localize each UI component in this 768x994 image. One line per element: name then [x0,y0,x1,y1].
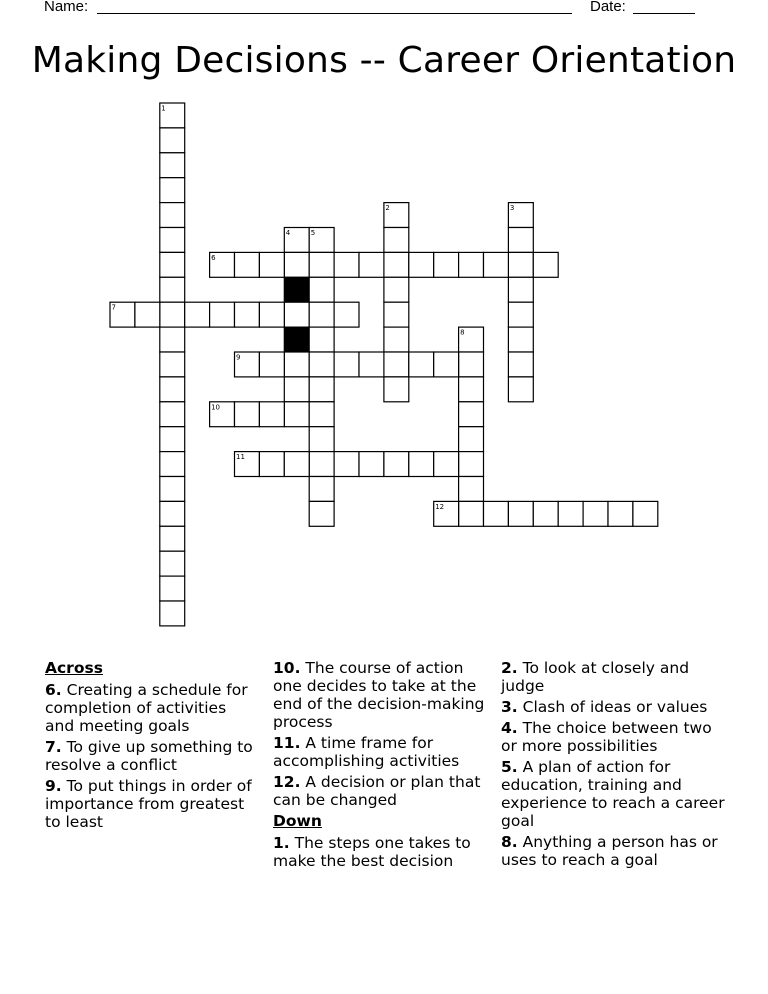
grid-cell[interactable] [359,352,384,377]
grid-cell[interactable] [160,178,185,203]
grid-cell[interactable] [160,501,185,526]
grid-cell[interactable] [284,252,309,277]
grid-cell[interactable] [459,452,484,477]
clue-down-8 [501,833,726,869]
grid-cell[interactable] [384,327,409,352]
across-heading: Across [45,659,103,677]
grid-cell[interactable] [508,352,533,377]
grid-cell[interactable] [160,252,185,277]
grid-cell[interactable] [235,302,260,327]
clue-text: Creating a schedule for completion of activities and meeting goals [45,681,248,735]
clue-column-3 [501,659,726,872]
grid-cell[interactable] [160,327,185,352]
clue-number: 5. [501,758,518,776]
grid-cell[interactable] [259,252,284,277]
clue-number: 4. [501,719,518,737]
grid-cell[interactable] [160,526,185,551]
clue-number: 3. [501,698,518,716]
grid-cell[interactable] [309,327,334,352]
grid-cell[interactable] [160,302,185,327]
clue-number: 10. [273,659,301,677]
grid-cell[interactable] [284,377,309,402]
clue-column-1 [45,659,260,834]
clue-text: The course of action one decides to take at the end of the decision-making process [273,659,485,731]
grid-cell[interactable] [259,302,284,327]
down-heading: Down [273,812,322,830]
grid-cell[interactable] [235,252,260,277]
clue-number: 7. [45,738,62,756]
clue-number: 2. [501,659,518,677]
clue-across-10 [273,659,495,731]
grid-cell[interactable] [284,402,309,427]
grid-cell[interactable] [384,252,409,277]
clue-number: 9. [45,777,62,795]
clue-down-2 [501,659,726,695]
grid-cell[interactable] [309,277,334,302]
grid-cell[interactable] [160,427,185,452]
grid-cell[interactable] [160,153,185,178]
grid-cell[interactable] [508,327,533,352]
clue-number-label: 11 [236,453,245,462]
clue-down-1 [273,834,495,870]
clue-number-label: 12 [435,502,445,511]
grid-cell[interactable] [533,501,558,526]
grid-cell[interactable] [160,377,185,402]
grid-cell[interactable] [459,252,484,277]
grid-cell[interactable] [434,352,459,377]
clue-number-label: 8 [460,328,465,337]
grid-cell[interactable] [583,501,608,526]
grid-cell[interactable] [185,302,210,327]
clue-text: The steps one takes to make the best decision [273,834,471,870]
grid-cell[interactable] [309,377,334,402]
grid-cell[interactable] [210,302,235,327]
grid-cell[interactable] [459,501,484,526]
grid-cell[interactable] [484,501,509,526]
grid-cell[interactable] [384,277,409,302]
clue-number: 1. [273,834,290,852]
clue-number-label: 10 [211,403,221,412]
grid-cell[interactable] [459,477,484,502]
clue-text: Anything a person has or uses to reach a goal [501,833,718,869]
grid-cell[interactable] [459,402,484,427]
grid-cell[interactable] [459,427,484,452]
black-cell [284,277,309,302]
grid-cell[interactable] [384,302,409,327]
grid-cell[interactable] [160,576,185,601]
grid-cell[interactable] [160,601,185,626]
grid-cell[interactable] [309,302,334,327]
date-label: Date: [590,0,626,15]
grid-cell[interactable] [508,252,533,277]
grid-cell[interactable] [259,452,284,477]
grid-cell[interactable] [508,228,533,253]
grid-cell[interactable] [484,252,509,277]
clue-number-label: 1 [161,104,166,113]
grid-cell[interactable] [259,402,284,427]
grid-cell[interactable] [160,203,185,228]
grid-cell[interactable] [259,352,284,377]
grid-cell[interactable] [409,252,434,277]
grid-cell[interactable] [633,501,658,526]
grid-cell[interactable] [508,277,533,302]
grid-cell[interactable] [309,477,334,502]
grid-cell[interactable] [334,302,359,327]
clue-number-label: 7 [111,303,116,312]
clue-text: To give up something to resolve a conflict [45,738,253,774]
clue-number-label: 4 [285,229,291,237]
grid-cell[interactable] [160,551,185,576]
grid-cell[interactable] [459,352,484,377]
clue-text: To put things in order of importance from greatest to least [45,777,252,831]
clue-across-9 [45,777,260,831]
clue-number-label: 6 [211,253,216,262]
grid-cell[interactable] [235,402,260,427]
clue-number: 12. [273,773,301,791]
grid-cell[interactable] [309,402,334,427]
clue-number-label: 3 [509,204,515,213]
grid-cell[interactable] [384,352,409,377]
grid-cell[interactable] [309,352,334,377]
clue-column-2 [273,659,495,873]
grid-cell[interactable] [160,452,185,477]
grid-cell[interactable] [508,377,533,402]
grid-cell[interactable] [135,302,160,327]
grid-cell[interactable] [409,352,434,377]
grid-cell[interactable] [384,228,409,253]
grid-cell[interactable] [384,377,409,402]
clue-text: A plan of action for education, training and experience to reach a career goal [501,758,725,830]
grid-cell[interactable] [160,477,185,502]
clue-across-11 [273,734,495,770]
grid-cell[interactable] [334,252,359,277]
grid-cell[interactable] [508,302,533,327]
grid-cell[interactable] [284,352,309,377]
clue-down-5 [501,758,726,830]
clue-down-3 [501,698,726,716]
grid-cell[interactable] [309,452,334,477]
grid-cell[interactable] [508,501,533,526]
clue-across-6 [45,681,260,735]
clue-number: 11. [273,734,301,752]
clue-number-label: 9 [236,353,241,362]
clue-number-label: 2 [385,204,390,213]
grid-cell[interactable] [359,252,384,277]
grid-cell[interactable] [160,402,185,427]
grid-cell[interactable] [309,252,334,277]
grid-cell[interactable] [558,501,583,526]
clue-text: A decision or plan that can be changed [273,773,481,809]
grid-cell[interactable] [309,501,334,526]
black-cell [284,327,309,352]
grid-cell[interactable] [459,377,484,402]
clue-text: Clash of ideas or values [522,698,708,716]
grid-cell[interactable] [334,352,359,377]
clue-across-7 [45,738,260,774]
page-title: Making Decisions -- Career Orientation [31,40,737,81]
clue-text: A time frame for accomplishing activities [273,734,460,770]
clue-down-4 [501,719,726,755]
grid-cell[interactable] [434,252,459,277]
grid-cell[interactable] [384,452,409,477]
grid-cell[interactable] [409,452,434,477]
grid-cell[interactable] [608,501,633,526]
grid-cell[interactable] [284,302,309,327]
grid-cell[interactable] [284,452,309,477]
grid-cell[interactable] [309,427,334,452]
clue-across-12 [273,773,495,809]
grid-cell[interactable] [160,352,185,377]
grid-cell[interactable] [533,252,558,277]
grid-cell[interactable] [160,277,185,302]
clue-number-label: 5 [310,229,316,237]
grid-cell[interactable] [160,228,185,253]
clue-text: The choice between two or more possibilities [501,719,712,755]
clue-text: To look at closely and judge [501,659,690,695]
clue-number: 6. [45,681,62,699]
grid-cell[interactable] [434,452,459,477]
grid-cell[interactable] [160,128,185,153]
grid-cell[interactable] [359,452,384,477]
name-label: Name: [44,0,89,15]
grid-cell[interactable] [334,452,359,477]
clue-number: 8. [501,833,518,851]
